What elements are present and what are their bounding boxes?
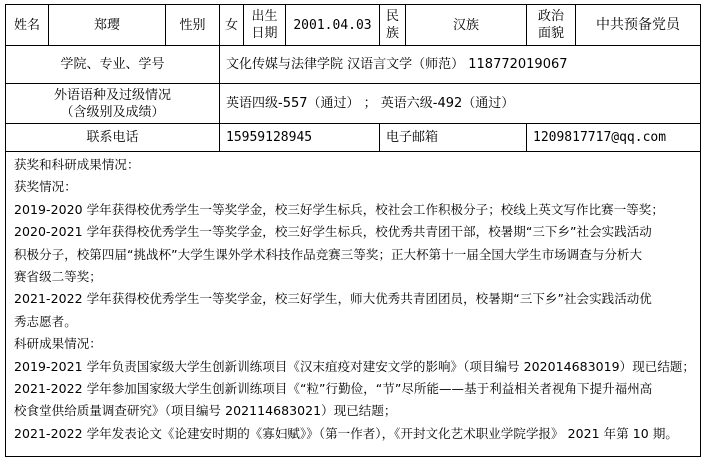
award-line: 积极分子，校第四届“挑战杯”大学生课外学术科技作品竞赛三等奖；正大杯第十一届全国大学生市场调查与分析大 — [14, 246, 643, 262]
research-line: 2019-2021 学年负责国家级大学生创新训练项目《汉末疽疫对建安文学的影响》（项目编号 202014683019）现已结题； — [14, 358, 695, 374]
email-label: 电子邮箱 — [380, 124, 527, 152]
research-line: 2021-2022 学年发表论文《论建安时期的《寡妇赋》》（第一作者），《开封文化艺术职业学院学报》 2021 年第 10 期。 — [14, 425, 678, 441]
name-value: 郑璎 — [49, 5, 166, 46]
award-line: 秀志愿者。 — [14, 313, 77, 329]
awards-title: 获奖情况： — [14, 179, 77, 195]
phone-label: 联系电话 — [6, 124, 220, 152]
language-label — [6, 84, 220, 124]
email-value: 1209817717@qq.com — [527, 124, 701, 152]
birth-label-line2: 日期 — [251, 26, 278, 41]
achievements-row — [6, 152, 701, 457]
school-label: 学院、专业、学号 — [6, 46, 220, 84]
phone-value: 15959128945 — [220, 124, 380, 152]
political-label-line2: 面貌 — [537, 26, 564, 41]
achievements-section — [6, 152, 701, 457]
research-title: 科研成果情况： — [14, 336, 102, 352]
research-line: 校食堂供给质量调查研究》（项目编号 202114683021）现已结题； — [14, 403, 397, 419]
ethnicity-label-line2: 族 — [385, 26, 399, 41]
political-status-value: 中共预备党员 — [576, 5, 701, 46]
gender-value: 女 — [220, 5, 244, 46]
school-value: 文化传媒与法律学院 汉语言文学（师范） 118772019067 — [220, 46, 701, 84]
award-line: 2019-2020 学年获得校优秀学生一等奖学金，校三好学生标兵，校社会工作积极分子；校线上英文写作比赛一等奖； — [14, 201, 664, 217]
language-value: 英语四级-557（通过） ； 英语六级-492（通过） — [220, 84, 701, 124]
ethnicity-label — [380, 5, 406, 46]
personal-info-row — [6, 5, 701, 46]
research-line: 2021-2022 学年参加国家级大学生创新训练项目《“粒”行勤俭，“节”尽所能——基于利益相关者视角下提升福州高 — [14, 381, 653, 397]
award-line: 赛省级二等奖； — [14, 269, 102, 285]
achievements-title: 获奖和科研成果情况： — [14, 157, 140, 172]
political-status-label — [527, 5, 576, 46]
ethnicity-value: 汉族 — [406, 5, 527, 46]
political-label-line1: 政治 — [537, 9, 564, 24]
contact-row — [6, 124, 701, 152]
language-label-line2: （含级别及成绩） — [60, 104, 165, 120]
award-line: 2021-2022 学年获得校优秀学生一等奖学金，校三好学生，师大优秀共青团团员，校暑期“三下乡”社会实践活动优 — [14, 291, 652, 307]
birth-label-line1: 出生 — [251, 9, 278, 24]
language-row — [6, 84, 701, 124]
language-label-line1: 外语语种及过级情况 — [53, 87, 171, 103]
name-label: 姓名 — [6, 5, 49, 46]
birth-date-label — [244, 5, 286, 46]
birth-date-value: 2001.04.03 — [286, 5, 380, 46]
student-info-table — [5, 4, 701, 457]
ethnicity-label-line1: 民 — [385, 9, 399, 24]
school-row — [6, 46, 701, 84]
award-line: 2020-2021 学年获得校优秀学生一等奖学金，校三好学生标兵，校优秀共青团干部，校暑期“三下乡”社会实践活动 — [14, 224, 652, 240]
gender-label: 性别 — [166, 5, 220, 46]
